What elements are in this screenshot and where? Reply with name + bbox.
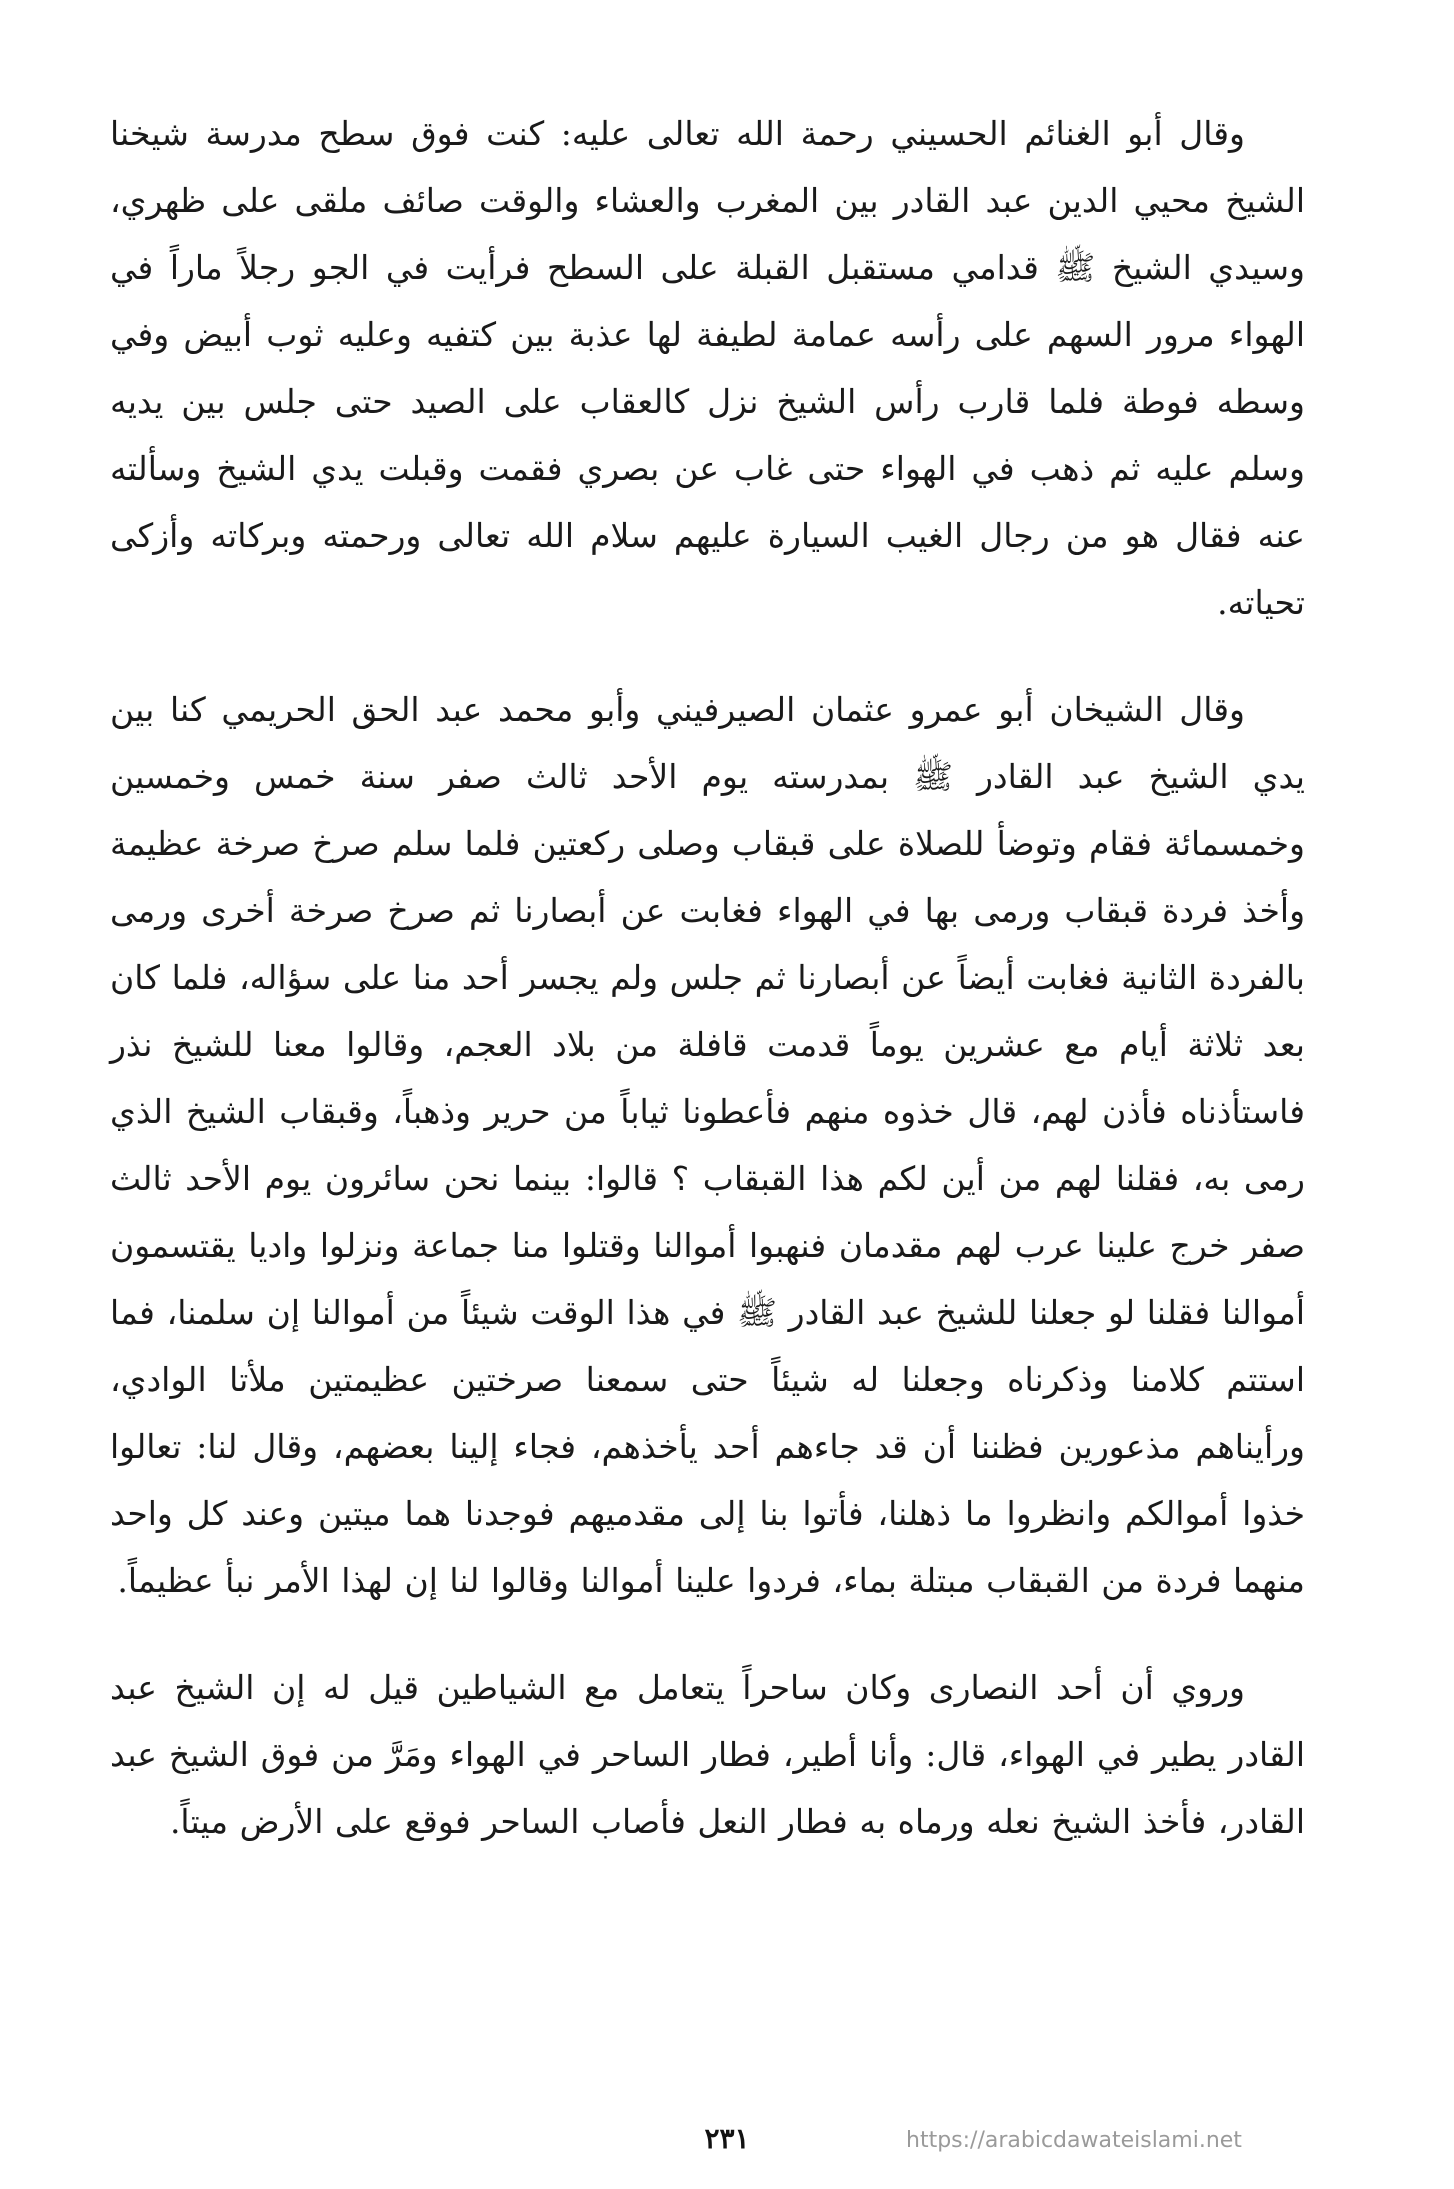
paragraph-1: وقال أبو الغنائم الحسيني رحمة الله تعالى عليه: كنت فوق سطح مدرسة شيخنا الشيخ محيي الدين عبد القادر بين المغرب والعشاء والوقت صائف ملقى على ظهري، وسيدي الشيخ ﷺ قدامي مستقبل القبلة على السطح فرأيت في الجو رجلاً ماراً في الهواء مرور السهم على رأسه عمامة لطيفة لها عذبة بين كتفيه وعليه ثوب أبيض وفي وسطه فوطة فلما قارب رأس الشيخ نزل كالعقاب على الصيد حتى جلس بين يديه وسلم عليه ثم ذهب في الهواء حتى غاب عن بصري فقمت وقبلت يدي الشيخ وسألته عنه فقال هو من رجال الغيب السيارة عليهم سلام الله تعالى ورحمته وبركاته وأزكى تحياته. [110, 114, 1305, 622]
paragraph-2: وقال الشيخان أبو عمرو عثمان الصيرفيني وأبو محمد عبد الحق الحريمي كنا بين يدي الشيخ عبد القادر ﷺ بمدرسته يوم الأحد ثالث صفر سنة خمس وخمسين وخمسمائة فقام وتوضأ للصلاة على قبقاب وصلى ركعتين فلما سلم صرخ صرخة عظيمة وأخذ فردة قبقاب ورمى بها في الهواء فغابت عن أبصارنا ثم صرخ صرخة أخرى ورمى بالفردة الثانية فغابت أيضاً عن أبصارنا ثم جلس ولم يجسر أحد منا على سؤاله، فلما كان بعد ثلاثة أيام مع عشرين يوماً قدمت قافلة من بلاد العجم، وقالوا معنا للشيخ نذر فاستأذناه فأذن لهم، قال خذوه منهم فأعطونا ثياباً من حرير وذهباً، وقبقاب الشيخ الذي رمى به، فقلنا لهم من أين لكم هذا القبقاب ؟ قالوا: بينما نحن سائرون يوم الأحد ثالث صفر خرج علينا عرب لهم مقدمان فنهبوا أموالنا وقتلوا منا جماعة ونزلوا واديا يقتسمون أموالنا فقلنا لو جعلنا للشيخ عبد القادر ﷺ في هذا الوقت شيئاً من أموالنا إن سلمنا، فما استتم كلامنا وذكرناه وجعلنا له شيئاً حتى سمعنا صرختين عظيمتين ملأتا الوادي، ورأيناهم مذعورين فظننا أن قد جاءهم أحد يأخذهم، فجاء إلينا بعضهم، وقال لنا: تعالوا خذوا أموالكم وانظروا ما ذهلنا، فأتوا بنا إلى مقدميهم فوجدنا هما ميتين وعند كل واحد منهما فردة من القبقاب مبتلة بماء، فردوا علينا أموالنا وقالوا لنا إن لهذا الأمر نبأ عظيماً. [110, 690, 1305, 1600]
page-number: ٢٣١ [704, 2122, 750, 2155]
source-watermark: https://arabicdawateislami.net [906, 2128, 1242, 2153]
page-body [110, 100, 1305, 2040]
paragraph-3: وروي أن أحد النصارى وكان ساحراً يتعامل مع الشياطين قيل له إن الشيخ عبد القادر يطير في الهواء، قال: وأنا أطير، فطار الساحر في الهواء ومَرَّ من فوق الشيخ عبد القادر، فأخذ الشيخ نعله ورماه به فطار النعل فأصاب الساحر فوقع على الأرض ميتاً. [110, 1668, 1305, 1841]
